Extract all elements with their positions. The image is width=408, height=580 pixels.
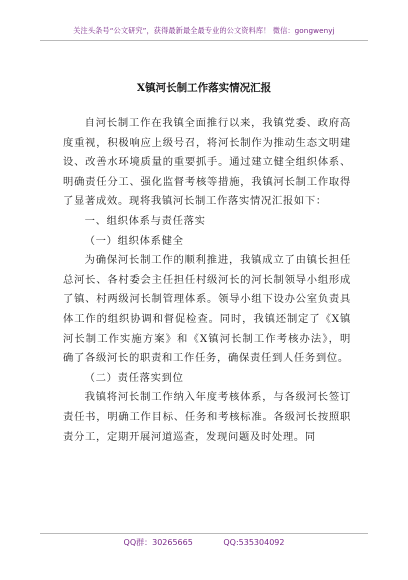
header-note: 关注头条号“公文研究”，获得最新最全最专业的公文资料库！ 微信：gongwenyj bbox=[73, 26, 335, 35]
paragraph-organization: 为确保河长制工作的顺利推进，我镇成立了由镇长担任总河长、各村委会主任担任村级河长的河长制领导小组形成了镇、村两级河长制管理体系。领导小组下设办公室负责具体工作的组织协调和督促检查。同时，我镇还制定了《X镇河长制工作实施方案》和《X镇河长制工作考核办法》，明确了各级河长的职责和工作任务，确保责任到人任务到位。 bbox=[63, 254, 351, 365]
footer-qq-number: QQ:535304092 bbox=[223, 538, 285, 547]
subsection-heading-2: （二）责任落实到位 bbox=[84, 371, 184, 384]
document-title: X镇河长制工作落实情况汇报 bbox=[136, 82, 272, 94]
subsection-heading-1: （一）组织体系健全 bbox=[84, 234, 184, 247]
section-heading-1: 一、组织体系与责任落实 bbox=[84, 214, 206, 227]
paragraph-responsibility: 我镇将河长制工作纳入年度考核体系，与各级河长签订责任书，明确工作目标、任务和考核标准。各级河长按照职责分工，定期开展河道巡查，发现问题及时处理。同 bbox=[63, 391, 351, 443]
footer-divider bbox=[40, 533, 368, 534]
header-divider bbox=[40, 40, 368, 41]
intro-paragraph: 自河长制工作在我镇全面推行以来，我镇党委、政府高度重视，积极响应上级号召，将河长制作为推动生态文明建设、改善水环境质量的重要抓手。通过建立健全组织体系、明确责任分工、强化监督考核等措施，我镇河长制工作取得了显著成效。现将我镇河长制工作落实情况汇报如下： bbox=[63, 117, 351, 208]
footer-qq-group: QQ群：30265665 bbox=[123, 538, 193, 547]
document-body bbox=[63, 114, 351, 447]
footer-contact bbox=[0, 537, 408, 548]
